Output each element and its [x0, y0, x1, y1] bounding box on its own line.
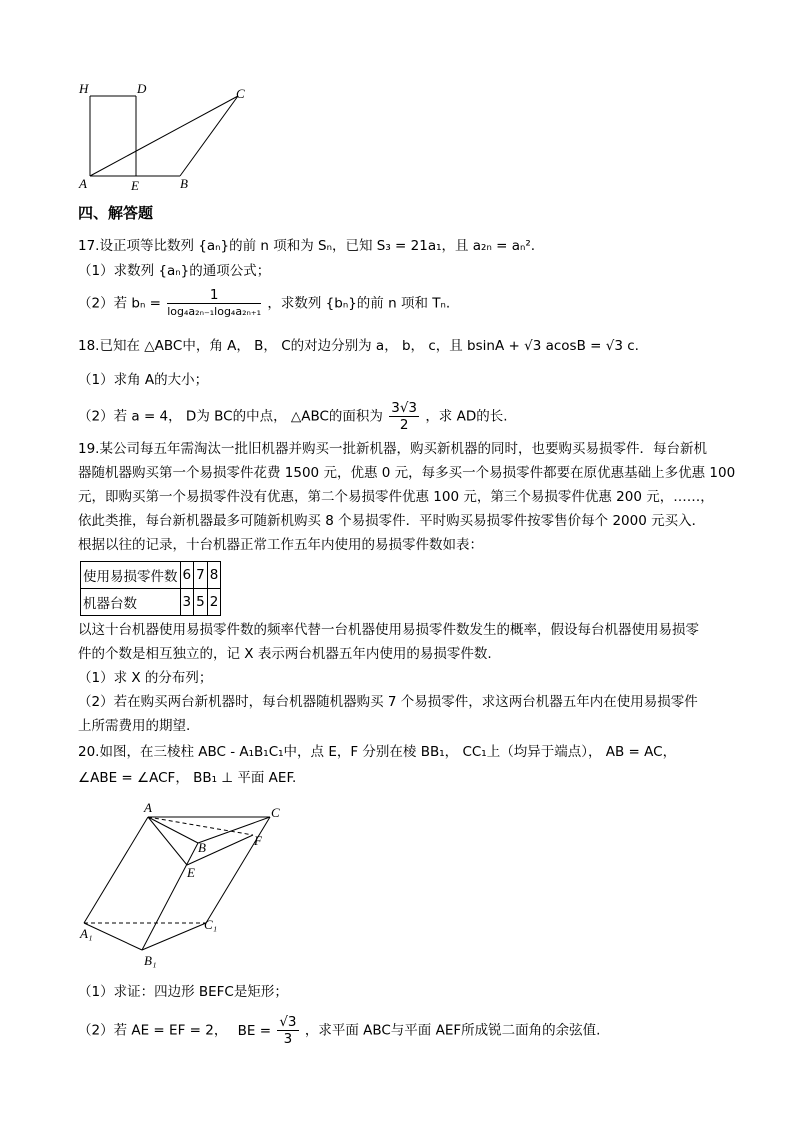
table-row — [81, 589, 221, 616]
q18-line3-a: （2）若 a = 4， D为 BC的中点， △ABC的面积为 — [78, 408, 383, 425]
q18-fraction — [389, 400, 419, 433]
q17-line3-b: ，求数列 {bₙ}的前 n 项和 Tₙ. — [267, 295, 451, 312]
q20-fraction — [277, 1014, 298, 1047]
q20-frac-den: 3 — [283, 1031, 293, 1047]
table-cell: 机器台数 — [81, 589, 181, 616]
fig1-label-b: B — [180, 176, 188, 191]
fig2-label-a1: A₁ — [80, 926, 93, 941]
fig2-label-f: F — [254, 833, 262, 848]
q20-line3: （1）求证：四边形 BEFC是矩形； — [78, 984, 288, 1000]
fig2-label-c: C — [271, 805, 280, 820]
table-cell: 2 — [207, 589, 221, 616]
fig1-label-h: H — [79, 81, 89, 96]
table-row — [81, 562, 221, 589]
q20-line4-b: BE = — [237, 1022, 272, 1039]
q19-line9: （2）若在购买两台新机器时，每台机器随机器购买 7 个易损零件，求这两台机器五年内在使用易损零件 — [78, 694, 698, 710]
q19-line5: 根据以往的记录，十台机器正常工作五年内使用的易损零件数如表： — [78, 537, 483, 553]
figure-rectangle-parallelogram — [70, 78, 270, 196]
q19-line8: （1）求 X 的分布列； — [78, 670, 213, 686]
q19-line7: 件的个数是相互独立的，记 X 表示两台机器五年内使用的易损零件数. — [78, 646, 492, 662]
fig1-label-c: C — [236, 86, 245, 101]
q18-line1: 18.已知在 △ABC中，角 A， B， C的对边分别为 a， b， c，且 bsinA + √3 acosB = √3 c. — [78, 338, 639, 354]
q18-line2: （1）求角 A的大小； — [78, 372, 209, 388]
q17-line3-a: （2）若 bₙ = — [78, 295, 161, 312]
q17-line1: 17.设正项等比数列 {aₙ}的前 n 项和为 Sₙ，已知 S₃ = 21a₁，且 a₂ₙ = aₙ². — [78, 238, 536, 254]
q17-fraction — [167, 287, 261, 320]
q20-line2: ∠ABE = ∠ACF， BB₁ ⊥ 平面 AEF. — [78, 770, 297, 786]
q17-line3 — [78, 287, 450, 320]
fig2-label-c1: C₁ — [204, 917, 218, 932]
fig1-label-e: E — [131, 178, 139, 193]
q20-line4-c: ，求平面 ABC与平面 AEF所成锐二面角的余弦值. — [304, 1022, 601, 1039]
fig2-label-e: E — [187, 865, 195, 880]
q20-line1: 20.如图，在三棱柱 ABC - A₁B₁C₁中，点 E，F 分别在棱 BB₁， CC₁上（均异于端点）， AB = AC， — [78, 744, 677, 760]
q17-frac-num: 1 — [167, 287, 261, 304]
fig2-label-b1: B₁ — [144, 953, 157, 968]
q20-frac-num: √3 — [279, 1014, 297, 1030]
q19-line6: 以这十台机器使用易损零件数的频率代替一台机器使用易损零件数发生的概率，假设每台机器使用易损零 — [78, 622, 699, 638]
q18-frac-den: 2 — [399, 417, 409, 433]
table-cell: 3 — [180, 589, 194, 616]
figure-prism — [70, 795, 290, 975]
parts-frequency-table — [80, 561, 221, 616]
q18-line3-b: ，求 AD的长. — [425, 408, 508, 425]
q18-frac-num: 3√3 — [391, 400, 418, 416]
q18-line3 — [78, 400, 508, 433]
q20-line4-a: （2）若 AE = EF = 2， — [78, 1022, 228, 1039]
fig2-label-a: A — [144, 800, 152, 815]
q19-line4: 依此类推，每台新机器最多可随新机购买 8 个易损零件．平时购买易损零件按零售价每个 2000 元买入． — [78, 513, 706, 529]
table-cell: 5 — [194, 589, 208, 616]
fig1-label-d: D — [137, 81, 147, 96]
q17-line2: （1）求数列 {aₙ}的通项公式； — [78, 263, 271, 279]
q19-line10: 上所需费用的期望. — [78, 718, 191, 734]
table-cell: 7 — [194, 562, 208, 589]
q19-line2: 器随机器购买第一个易损零件花费 1500 元，优惠 0 元，每多买一个易损零件都要在原优惠基础上多优惠 100 — [78, 465, 736, 481]
q19-line3: 元，即购买第一个易损零件没有优惠，第二个易损零件优惠 100 元，第三个易损零件优惠 200 元，……， — [78, 489, 714, 505]
q20-line4 — [78, 1014, 600, 1047]
section-title: 四、解答题 — [78, 204, 154, 222]
q17-frac-den: log₄a₂ₙ₋₁log₄a₂ₙ₊₁ — [167, 305, 262, 318]
table-cell: 6 — [180, 562, 194, 589]
table-cell: 8 — [207, 562, 221, 589]
fig1-label-a: A — [79, 176, 87, 191]
q19-line1: 19.某公司每五年需淘汰一批旧机器并购买一批新机器，购买新机器的同时，也要购买易损零件．每台新机 — [78, 441, 707, 457]
fig2-label-b: B — [198, 840, 206, 855]
table-cell: 使用易损零件数 — [81, 562, 181, 589]
